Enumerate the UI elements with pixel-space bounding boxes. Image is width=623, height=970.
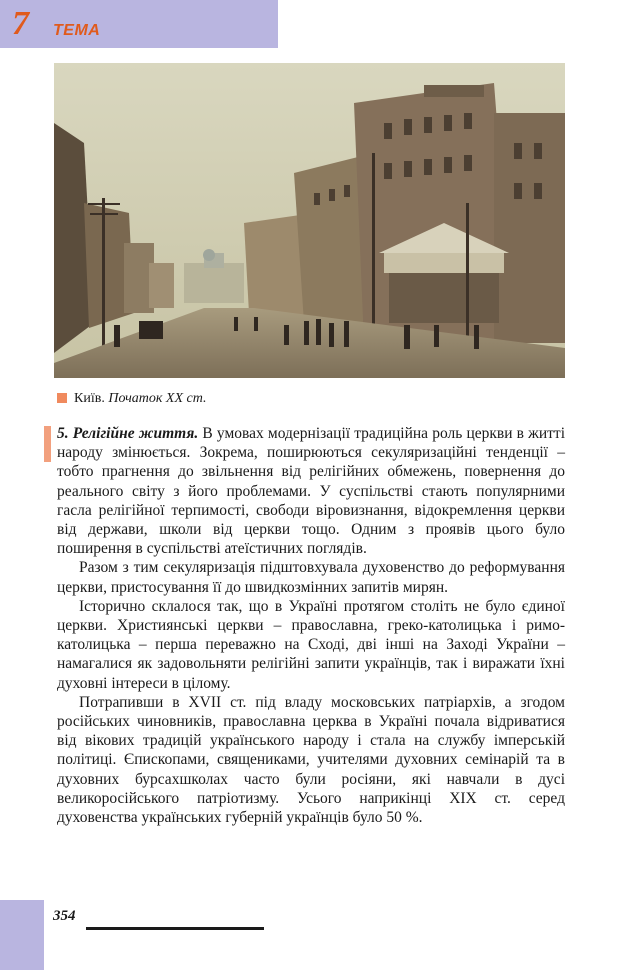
caption-city: Київ.: [74, 391, 105, 406]
paragraph-1-text: В умовах модернізації традиційна роль церкви в житті народу змінюється. Зокрема, поширюються секуляризаційні тенденції – тобто прагнення до звільнення від релігійних обмежень, повернення до реального світу з його проблемами. У суспільстві стають популярними гасла релігійної терпимості, свободи віровизнання, відокремлення церкви від держави, школи від церкви тощо. Одним з проявів цього було поширення в суспільстві атеїстичних поглядів.: [57, 425, 566, 558]
section-title: Релігійне життя.: [72, 425, 199, 442]
paragraph-4: Потрапивши в XVII ст. під владу московських патріархів, а згодом російських чиновників, православна церква в Україні почала відриватися від вікових традицій українського народу і стала на службу імперській політиці. Єпископами, священиками, учителями духовних семінарій та в духовних бурсахшколах часто були росіяни, які навчали в дусі великоросійського патріотизму. Усього наприкінці XIX ст. серед духовенства українських губерній українців було 50 %.: [57, 693, 565, 827]
section-accent-bar: [44, 426, 51, 462]
photo-caption: [57, 390, 207, 408]
paragraph-3: Історично склалося так, що в Україні протягом століть не було єдиної церкви. Християнські церкви – православна, греко-католицька і римо-католицька – перша переважно на Сході, дві інші на Заході України – намагалися як задовольняти релігійні запити українців, так і виражати їхні духовні інтереси в цілому.: [57, 597, 565, 692]
body-text: [57, 424, 565, 827]
footer-side-band: [0, 900, 44, 970]
footer-rule: [86, 927, 264, 930]
page-number: 354: [53, 908, 76, 924]
caption-marker-icon: [57, 393, 67, 403]
kyiv-street-photo: [54, 63, 565, 378]
section-number: 5.: [57, 425, 69, 442]
header-band: [0, 0, 278, 48]
paragraph-2: Разом з тим секуляризація підштовхувала духовенство до реформування церкви, пристосування її до швидкозмінних запитів мирян.: [57, 559, 565, 596]
paragraph-1: [57, 424, 565, 558]
chapter-number: 7: [12, 5, 29, 42]
chapter-label: ТЕМА: [53, 22, 101, 39]
caption-period: Початок XX ст.: [108, 391, 207, 406]
